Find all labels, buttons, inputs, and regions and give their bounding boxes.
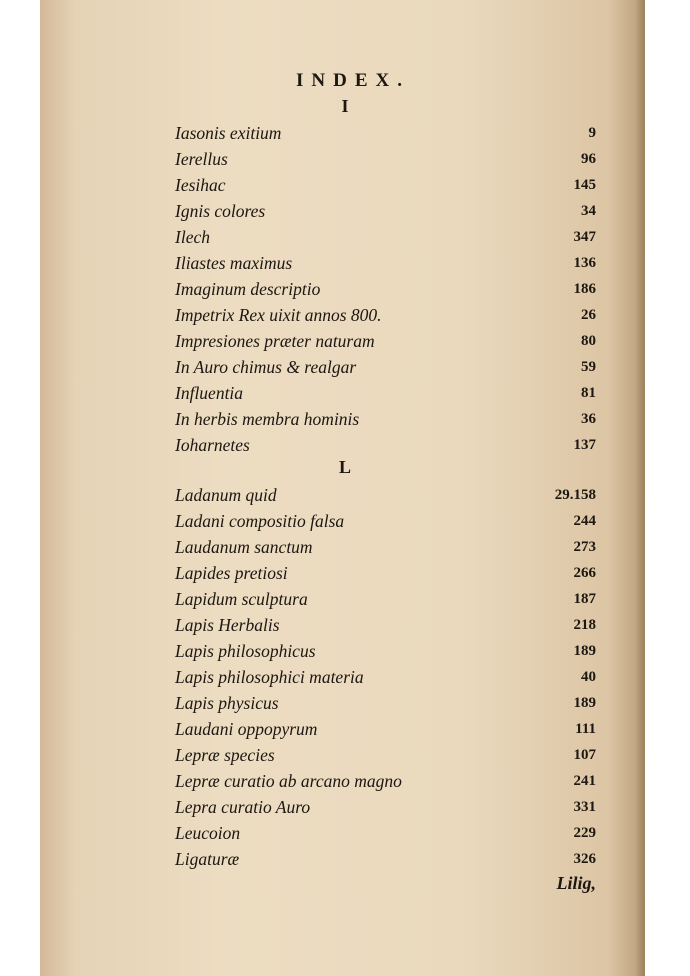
entry-page-number: 347 <box>573 229 596 245</box>
index-entry <box>0 380 690 406</box>
entry-page-number: 241 <box>573 773 596 789</box>
entry-page-number: 218 <box>573 617 596 633</box>
entry-term: Iesihac <box>175 175 226 195</box>
entry-term: Iasonis exitium <box>175 123 282 143</box>
index-entry <box>0 354 690 380</box>
page-title: INDEX. <box>296 70 410 91</box>
entry-page-number: 186 <box>573 281 596 297</box>
entry-term: Lapides pretiosi <box>175 563 288 583</box>
index-entry <box>0 224 690 250</box>
entry-term: Ladani compositio falsa <box>175 511 345 531</box>
entry-term: Lepra curatio Auro <box>175 797 311 817</box>
index-entry <box>0 432 690 458</box>
entry-term: Laudani oppopyrum <box>175 719 318 739</box>
index-entry <box>0 820 690 846</box>
entry-term: Ladanum quid <box>175 485 277 505</box>
index-entry <box>0 482 690 508</box>
entry-page-number: 137 <box>573 437 596 453</box>
index-entry <box>0 794 690 820</box>
index-entry <box>0 534 690 560</box>
index-entry <box>0 612 690 638</box>
entry-term: Imaginum descriptio <box>175 279 321 299</box>
index-entry <box>0 328 690 354</box>
entry-page-number: 145 <box>573 177 596 193</box>
entry-term: Laudanum sanctum <box>175 537 313 557</box>
entry-term: In herbis membra hominis <box>175 409 360 429</box>
entry-page-number: 81 <box>581 385 596 401</box>
entry-page-number: 229 <box>573 825 596 841</box>
entry-term: Ligaturæ <box>175 849 240 869</box>
index-entry <box>0 846 690 872</box>
entry-page-number: 266 <box>573 565 596 581</box>
index-entry <box>0 586 690 612</box>
index-entry <box>0 198 690 224</box>
entry-term: Influentia <box>175 383 244 403</box>
entry-term: Ignis colores <box>175 201 266 221</box>
entry-page-number: 136 <box>573 255 596 271</box>
entry-page-number: 189 <box>573 695 596 711</box>
section-letter-l: L <box>338 457 351 477</box>
entry-page-number: 59 <box>581 359 596 375</box>
index-entry <box>0 690 690 716</box>
entry-page-number: 187 <box>573 591 596 607</box>
entry-term: Ioharnetes <box>175 435 250 455</box>
entry-page-number: 34 <box>581 203 596 219</box>
catchword: Lilig, <box>556 873 596 893</box>
index-entry <box>0 146 690 172</box>
index-entry <box>0 742 690 768</box>
entry-page-number: 9 <box>588 125 596 141</box>
entry-page-number: 80 <box>581 333 596 349</box>
index-entry <box>0 250 690 276</box>
entry-page-number: 326 <box>573 851 596 867</box>
entry-term: Leucoion <box>175 823 241 843</box>
entry-term: In Auro chimus & realgar <box>175 357 357 377</box>
entry-term: Lapis philosophicus <box>175 641 316 661</box>
index-entry <box>0 664 690 690</box>
entry-term: Lapis Herbalis <box>175 615 280 635</box>
entry-term: Ilech <box>175 227 210 247</box>
entry-page-number: 189 <box>573 643 596 659</box>
entry-term: Lapis physicus <box>175 693 279 713</box>
entry-page-number: 331 <box>573 799 596 815</box>
entry-page-number: 244 <box>573 513 596 529</box>
entry-page-number: 273 <box>573 539 596 555</box>
entry-term: Iliastes maximus <box>175 253 293 273</box>
entry-page-number: 111 <box>575 721 596 737</box>
entry-term: Ierellus <box>175 149 228 169</box>
index-entry <box>0 560 690 586</box>
entry-term: Lepræ species <box>175 745 275 765</box>
entry-term: Lapis philosophici materia <box>175 667 364 687</box>
entry-page-number: 26 <box>581 307 596 323</box>
index-entry <box>0 302 690 328</box>
index-entry <box>0 406 690 432</box>
index-entry <box>0 638 690 664</box>
index-entry <box>0 768 690 794</box>
section-letter-i: I <box>341 96 349 116</box>
entry-page-number: 36 <box>581 411 596 427</box>
index-entry <box>0 276 690 302</box>
entry-page-number: 107 <box>573 747 596 763</box>
entry-page-number: 40 <box>581 669 596 685</box>
index-entry <box>0 120 690 146</box>
entry-term: Impetrix Rex uixit annos 800. <box>175 305 382 325</box>
entry-term: Lepræ curatio ab arcano magno <box>175 771 402 791</box>
index-entry <box>0 716 690 742</box>
entry-term: Lapidum sculptura <box>175 589 308 609</box>
index-entry <box>0 508 690 534</box>
entry-page-number: 96 <box>581 151 596 167</box>
entry-term: Impresiones præter naturam <box>175 331 375 351</box>
index-entry <box>0 172 690 198</box>
entry-page-number: 29.158 <box>554 487 596 503</box>
